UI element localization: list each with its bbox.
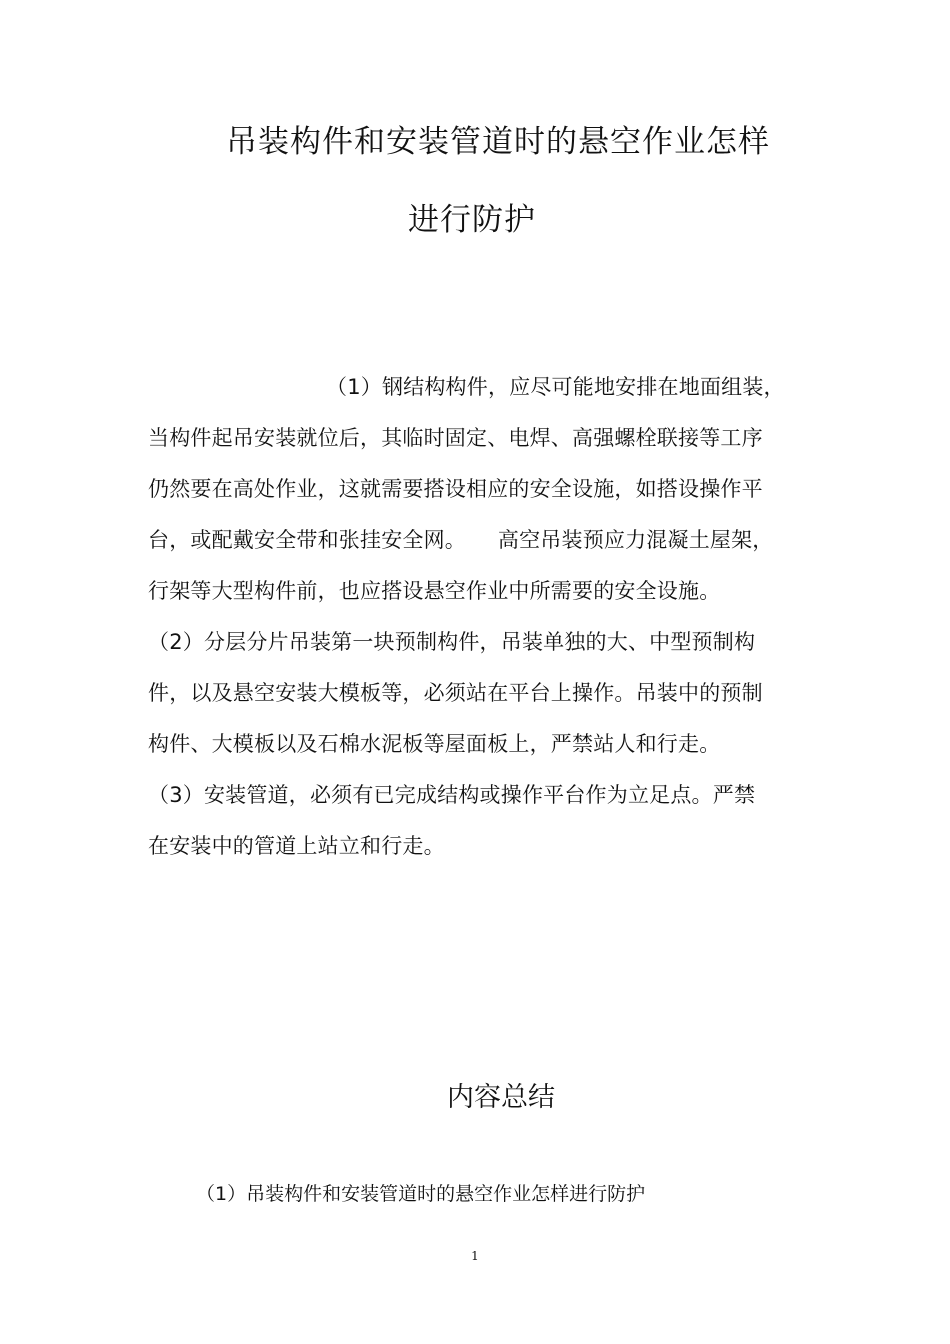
body-paragraphs [148,362,800,872]
summary-item: （1）吊装构件和安装管道时的悬空作业怎样进行防护 [196,1183,646,1205]
body-line: 构件、大模板以及石棉水泥板等屋面板上，严禁站人和行走。 [148,732,721,756]
body-line: （1）钢结构构件，应尽可能地安排在地面组装， [326,375,785,399]
page-number: 1 [471,1249,479,1263]
body-line: 台，或配戴安全带和张挂安全网。 高空吊装预应力混凝土屋架， [148,528,774,552]
summary-heading: 内容总结 [447,1082,555,1113]
body-line: （2）分层分片吊装第一块预制构件，吊装单独的大、中型预制构 [148,630,756,654]
document-title-line-1: 吊装构件和安装管道时的悬空作业怎样 [226,124,770,160]
body-line: 行架等大型构件前，也应搭设悬空作业中所需要的安全设施。 [148,579,721,603]
body-line: 在安装中的管道上站立和行走。 [148,834,445,858]
body-line: （3）安装管道，必须有已完成结构或操作平台作为立足点。严禁 [148,783,756,807]
document-title-line-2: 进行防护 [408,202,536,238]
body-line: 仍然要在高处作业，这就需要搭设相应的安全设施，如搭设操作平 [148,477,763,501]
body-line: 当构件起吊安装就位后，其临时固定、电焊、高强螺栓联接等工序 [148,426,763,450]
body-line: 件，以及悬空安装大模板等，必须站在平台上操作。吊装中的预制 [148,681,763,705]
